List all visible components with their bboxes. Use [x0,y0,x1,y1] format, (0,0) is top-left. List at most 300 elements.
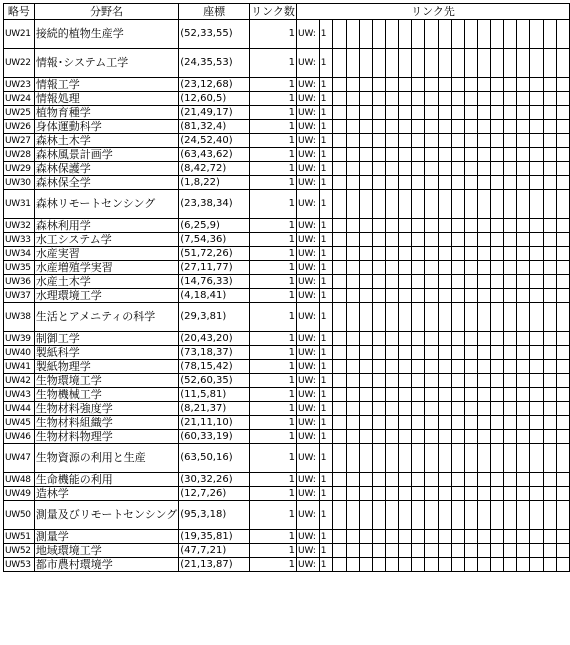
cell-link-empty [491,360,504,374]
cell-link-empty [412,430,425,444]
cell-link-empty [399,92,412,106]
cell-link-empty [517,49,530,78]
cell-link-empty [504,120,517,134]
cell-link-empty [359,416,372,430]
cell-link-count: 1 [249,190,296,219]
cell-link-empty [451,444,464,473]
cell-abbr: UW29 [4,162,35,176]
cell-link-empty [359,430,372,444]
cell-abbr: UW23 [4,78,35,92]
cell-field-name: 植物育種学 [34,106,178,120]
cell-link-empty [491,78,504,92]
cell-link-target: 1 [319,558,333,572]
cell-coord: (63,50,16) [179,444,250,473]
cell-link-empty [346,473,359,487]
cell-link-empty [372,416,385,430]
cell-field-name: 都市農村環境学 [34,558,178,572]
cell-link-empty [425,134,438,148]
cell-link-empty [412,289,425,303]
cell-link-empty [333,544,346,558]
cell-abbr: UW33 [4,233,35,247]
cell-link-empty [385,303,398,332]
cell-link-count: 1 [249,120,296,134]
cell-link-empty [491,134,504,148]
cell-link-empty [530,78,543,92]
cell-link-empty [372,233,385,247]
cell-link-empty [491,487,504,501]
cell-link-empty [451,346,464,360]
cell-link-empty [477,360,490,374]
cell-link-empty [477,92,490,106]
cell-link-count: 1 [249,247,296,261]
cell-link-prefix: UW: [296,416,319,430]
cell-link-empty [372,78,385,92]
cell-link-empty [504,148,517,162]
cell-link-empty [438,289,451,303]
cell-link-empty [333,247,346,261]
cell-link-empty [451,530,464,544]
cell-link-empty [399,303,412,332]
cell-link-empty [346,530,359,544]
cell-link-empty [451,106,464,120]
cell-link-empty [372,176,385,190]
cell-link-empty [425,346,438,360]
cell-link-empty [530,162,543,176]
table-row [4,176,570,190]
cell-link-empty [530,148,543,162]
cell-link-target: 1 [319,233,333,247]
cell-link-empty [372,190,385,219]
header-field: 分野名 [34,4,178,20]
cell-link-empty [385,134,398,148]
cell-link-empty [372,388,385,402]
cell-link-empty [385,487,398,501]
cell-link-empty [399,430,412,444]
table-row [4,120,570,134]
cell-link-empty [425,530,438,544]
cell-link-empty [556,473,569,487]
cell-link-count: 1 [249,346,296,360]
cell-link-target: 1 [319,544,333,558]
cell-link-empty [543,558,556,572]
cell-link-empty [399,190,412,219]
cell-link-empty [359,120,372,134]
cell-link-prefix: UW: [296,374,319,388]
cell-link-empty [543,374,556,388]
cell-link-empty [359,544,372,558]
cell-link-count: 1 [249,49,296,78]
cell-link-empty [504,162,517,176]
cell-link-empty [412,120,425,134]
cell-link-empty [359,374,372,388]
cell-link-count: 1 [249,501,296,530]
cell-link-target: 1 [319,473,333,487]
cell-abbr: UW22 [4,49,35,78]
cell-link-empty [451,78,464,92]
cell-link-empty [543,416,556,430]
cell-link-target: 1 [319,275,333,289]
cell-link-empty [464,487,477,501]
cell-link-target: 1 [319,20,333,49]
cell-link-empty [412,134,425,148]
cell-link-count: 1 [249,134,296,148]
cell-link-empty [491,106,504,120]
cell-link-empty [412,176,425,190]
cell-link-prefix: UW: [296,190,319,219]
cell-link-empty [491,148,504,162]
cell-link-empty [556,289,569,303]
cell-link-empty [556,190,569,219]
cell-link-empty [346,120,359,134]
cell-link-empty [530,402,543,416]
cell-link-empty [451,162,464,176]
cell-link-empty [385,275,398,289]
cell-link-prefix: UW: [296,303,319,332]
cell-link-count: 1 [249,20,296,49]
cell-link-empty [359,219,372,233]
cell-link-empty [372,544,385,558]
cell-link-empty [504,261,517,275]
cell-link-count: 1 [249,473,296,487]
cell-link-empty [333,346,346,360]
cell-link-empty [399,176,412,190]
cell-link-empty [517,148,530,162]
cell-link-empty [477,544,490,558]
cell-link-count: 1 [249,261,296,275]
cell-link-empty [530,49,543,78]
cell-link-empty [372,346,385,360]
cell-link-empty [543,388,556,402]
cell-link-empty [464,20,477,49]
cell-link-empty [530,303,543,332]
cell-link-empty [543,544,556,558]
cell-field-name: 森林風景計画学 [34,148,178,162]
cell-link-target: 1 [319,134,333,148]
cell-link-empty [359,78,372,92]
cell-link-empty [464,176,477,190]
cell-link-empty [425,190,438,219]
cell-link-empty [333,106,346,120]
cell-link-empty [438,332,451,346]
cell-link-empty [412,558,425,572]
cell-link-empty [412,148,425,162]
cell-link-empty [346,430,359,444]
cell-link-empty [556,430,569,444]
cell-abbr: UW34 [4,247,35,261]
cell-link-empty [543,78,556,92]
cell-link-empty [438,444,451,473]
cell-link-empty [438,360,451,374]
cell-link-empty [359,247,372,261]
cell-link-empty [464,92,477,106]
cell-link-empty [477,289,490,303]
cell-link-count: 1 [249,530,296,544]
cell-link-empty [451,388,464,402]
cell-link-empty [438,261,451,275]
cell-abbr: UW26 [4,120,35,134]
cell-link-prefix: UW: [296,20,319,49]
cell-link-empty [556,444,569,473]
cell-link-empty [464,233,477,247]
cell-link-count: 1 [249,148,296,162]
cell-link-empty [491,430,504,444]
cell-coord: (52,60,35) [179,374,250,388]
cell-link-empty [530,261,543,275]
cell-link-prefix: UW: [296,162,319,176]
cell-link-empty [372,558,385,572]
cell-link-empty [464,374,477,388]
cell-link-target: 1 [319,402,333,416]
cell-link-empty [530,430,543,444]
cell-link-count: 1 [249,558,296,572]
cell-link-empty [517,332,530,346]
cell-link-empty [477,402,490,416]
cell-link-prefix: UW: [296,444,319,473]
cell-link-empty [504,374,517,388]
cell-link-empty [517,430,530,444]
cell-link-empty [438,487,451,501]
cell-link-empty [346,20,359,49]
cell-link-empty [451,261,464,275]
cell-link-empty [385,120,398,134]
cell-link-empty [491,120,504,134]
cell-link-empty [491,233,504,247]
cell-link-empty [425,303,438,332]
cell-link-empty [438,92,451,106]
cell-link-empty [399,444,412,473]
cell-abbr: UW50 [4,501,35,530]
cell-link-empty [346,332,359,346]
cell-link-empty [556,176,569,190]
cell-link-empty [477,430,490,444]
cell-link-empty [399,332,412,346]
cell-link-target: 1 [319,444,333,473]
cell-abbr: UW46 [4,430,35,444]
cell-link-empty [372,289,385,303]
cell-link-empty [530,444,543,473]
cell-link-empty [543,360,556,374]
cell-link-empty [530,388,543,402]
cell-link-empty [477,148,490,162]
cell-link-empty [517,444,530,473]
cell-link-empty [504,106,517,120]
cell-link-empty [464,444,477,473]
cell-link-empty [385,473,398,487]
cell-link-empty [464,162,477,176]
cell-link-prefix: UW: [296,219,319,233]
cell-link-empty [477,78,490,92]
cell-link-empty [372,332,385,346]
cell-link-empty [451,360,464,374]
cell-link-empty [543,120,556,134]
cell-link-empty [491,162,504,176]
cell-link-empty [372,92,385,106]
cell-link-empty [491,416,504,430]
cell-link-prefix: UW: [296,134,319,148]
cell-link-prefix: UW: [296,473,319,487]
cell-link-empty [399,148,412,162]
cell-field-name: 森林保護学 [34,162,178,176]
cell-abbr: UW28 [4,148,35,162]
cell-link-empty [412,49,425,78]
cell-link-empty [385,233,398,247]
cell-link-target: 1 [319,530,333,544]
cell-link-empty [385,530,398,544]
cell-link-count: 1 [249,92,296,106]
table-row [4,444,570,473]
cell-link-empty [399,134,412,148]
cell-link-empty [477,275,490,289]
cell-link-prefix: UW: [296,92,319,106]
table-row [4,473,570,487]
cell-link-empty [412,473,425,487]
cell-link-empty [464,402,477,416]
cell-link-empty [477,190,490,219]
cell-link-empty [451,544,464,558]
cell-link-empty [543,190,556,219]
cell-link-empty [556,247,569,261]
cell-link-empty [556,233,569,247]
cell-link-empty [333,473,346,487]
cell-link-prefix: UW: [296,289,319,303]
cell-link-empty [477,473,490,487]
cell-link-empty [333,49,346,78]
cell-link-empty [451,303,464,332]
cell-link-empty [556,360,569,374]
cell-link-empty [477,332,490,346]
cell-link-empty [333,374,346,388]
cell-link-empty [491,544,504,558]
cell-link-empty [359,148,372,162]
cell-link-empty [451,20,464,49]
cell-link-empty [425,176,438,190]
cell-link-empty [425,487,438,501]
cell-link-empty [372,303,385,332]
cell-link-empty [346,275,359,289]
cell-link-empty [517,134,530,148]
cell-link-empty [491,176,504,190]
cell-link-empty [543,219,556,233]
cell-link-empty [333,120,346,134]
cell-link-empty [517,374,530,388]
cell-link-empty [425,219,438,233]
cell-link-count: 1 [249,444,296,473]
cell-link-empty [530,530,543,544]
cell-link-empty [543,49,556,78]
cell-link-empty [359,106,372,120]
cell-link-empty [530,289,543,303]
table-row [4,360,570,374]
cell-link-empty [412,487,425,501]
cell-link-empty [399,402,412,416]
cell-link-empty [504,360,517,374]
cell-link-empty [504,501,517,530]
cell-link-prefix: UW: [296,148,319,162]
cell-link-empty [385,388,398,402]
cell-link-empty [530,416,543,430]
cell-link-target: 1 [319,360,333,374]
cell-link-prefix: UW: [296,247,319,261]
cell-link-target: 1 [319,120,333,134]
cell-link-empty [333,134,346,148]
cell-link-prefix: UW: [296,106,319,120]
cell-link-empty [477,176,490,190]
cell-link-empty [359,275,372,289]
cell-link-empty [333,78,346,92]
cell-link-empty [412,388,425,402]
header-coord: 座標 [179,4,250,20]
cell-link-empty [399,289,412,303]
cell-link-count: 1 [249,176,296,190]
cell-link-empty [425,148,438,162]
cell-link-empty [504,544,517,558]
cell-link-empty [543,247,556,261]
cell-link-empty [438,219,451,233]
cell-link-empty [504,487,517,501]
cell-link-target: 1 [319,346,333,360]
cell-link-empty [517,303,530,332]
cell-link-empty [543,332,556,346]
cell-coord: (24,52,40) [179,134,250,148]
table-row [4,190,570,219]
cell-link-empty [504,402,517,416]
cell-link-empty [372,444,385,473]
cell-link-empty [346,360,359,374]
cell-link-empty [359,332,372,346]
cell-link-empty [530,374,543,388]
cell-link-empty [399,416,412,430]
cell-link-empty [477,346,490,360]
table-row [4,501,570,530]
cell-field-name: 水理環境工学 [34,289,178,303]
cell-link-empty [530,558,543,572]
cell-link-empty [543,162,556,176]
cell-link-empty [399,346,412,360]
cell-link-empty [438,20,451,49]
cell-link-empty [346,247,359,261]
cell-link-empty [530,219,543,233]
cell-coord: (27,11,77) [179,261,250,275]
cell-link-empty [425,402,438,416]
cell-link-empty [517,402,530,416]
cell-abbr: UW49 [4,487,35,501]
cell-link-empty [385,49,398,78]
cell-link-empty [346,49,359,78]
cell-link-empty [477,558,490,572]
table-row [4,346,570,360]
cell-link-empty [556,530,569,544]
table-row [4,148,570,162]
cell-link-empty [372,106,385,120]
cell-link-empty [438,346,451,360]
cell-link-empty [491,247,504,261]
cell-abbr: UW39 [4,332,35,346]
cell-field-name: 森林土木学 [34,134,178,148]
cell-link-empty [543,176,556,190]
cell-link-empty [556,402,569,416]
cell-link-empty [438,190,451,219]
cell-link-prefix: UW: [296,346,319,360]
cell-link-empty [556,346,569,360]
cell-link-empty [438,402,451,416]
cell-coord: (11,5,81) [179,388,250,402]
cell-link-empty [451,501,464,530]
cell-link-empty [425,275,438,289]
cell-link-empty [477,388,490,402]
cell-link-empty [425,289,438,303]
cell-link-empty [464,360,477,374]
cell-link-empty [543,402,556,416]
